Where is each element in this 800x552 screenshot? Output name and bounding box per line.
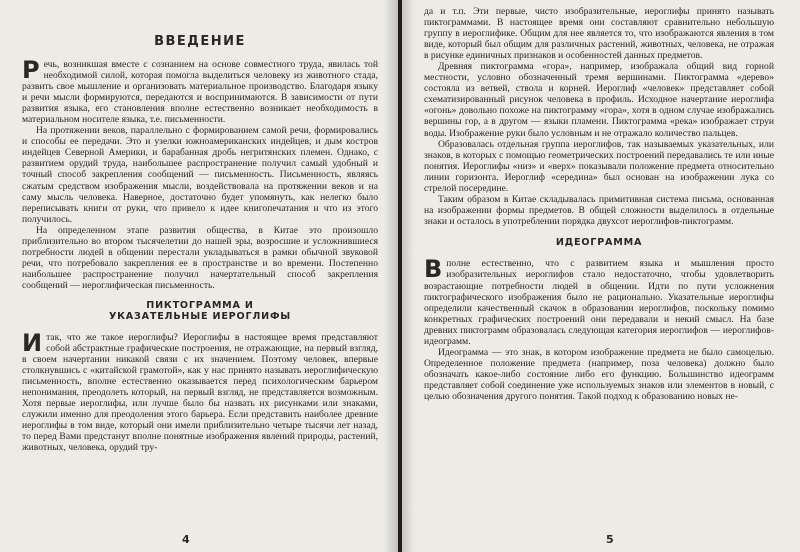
paragraph-text: так, что же такое иероглифы? Иероглифы в настоящее время представляют собой абстрактные графические построения, не отражающие, на первый взгляд, в своем начертании никакой связи с их значением. Поэтому человек, впервые столкнувшись с «китайской грамотой», как у нас принято называть иероглифическую письменность, вполне естественно оказывается перед психологическим барьером непонимания, преодолеть который, на первый взгляд, не представляется возможным. Хотя первые иероглифы, или лучше было бы назвать их рисунками или знаками, служили именно для преодоления этого барьера. Если представить наиболее древние иероглифы в том виде, который они имели приблизительно четыре тысячи лет назад, то перед Вами предстанут вполне понятные изображения явлений природы, растений, животных, человека, орудий тру-: [22, 331, 378, 454]
paragraph: [22, 56, 378, 126]
drop-cap: В: [424, 255, 443, 284]
paragraph: На протяжении веков, параллельно с формированием самой речи, формировались и способы ее передачи. Это и узелки южноамериканских индейцев, и дым костров индейцев Северной Америки, и барабанная дробь негритянских племен. Однако, с развитием орудий труда, наибольшее распространение получил самый удобный и точный способ закрепления сообщений — письменность. Письменность, являясь сжатым средством изображения мысли, воздействовала на протяжении веков и на саму мысль человека. Наверное, достаточно будет упомянуть, как нелегко было переписывать книги от руки, что привело к идее книгопечатания и что из этого получилось.: [22, 125, 378, 225]
section-heading-line: УКАЗАТЕЛЬНЫЕ ИЕРОГЛИФЫ: [108, 311, 292, 323]
section-heading-line: ПИКТОГРАММА И: [146, 299, 254, 311]
page-number: 5: [606, 533, 614, 546]
right-page: [402, 0, 800, 552]
paragraph-text: полне естественно, что с развитием языка и мышления просто изобразительных иероглифов стало недостаточно, чтобы удовлетворить возрастающие потребности людей в общении. Идти по пути усложнения пиктографического изображения было не рационально. Указательные иероглифы определили качественный скачок в образовании иероглифов, поскольку помимо конкретных графических построений они передавали и некий смысл. На базе древних пиктограмм образовалась следующая категория иероглифов — иероглифов-идеограмм.: [424, 258, 774, 347]
paragraph: Таким образом в Китае складывалась примитивная система письма, основанная на изображении формы предметов. В общей сложности выделилось в отдельные знаки и осталось в употреблении порядка двухсот иероглифов-пиктограмм.: [424, 193, 774, 227]
paragraph: [22, 328, 378, 454]
paragraph-text: ечь, возникшая вместе с сознанием на основе совместного труда, явилась той необходимой силой, которая помогла выделиться человеку из животного стада, развить свое мышление и организовать материальное производство. Благодаря языку и речи мысли формируются, передаются и воспринимаются. В зависимости от пути развития языка, его становления вполне естественно возникает необходимость в материальном носителе языка, т.е. письменности.: [22, 59, 378, 126]
drop-cap: Р: [22, 56, 40, 84]
section-heading: ИДЕОГРАММА: [555, 236, 643, 248]
paragraph: Древняя пиктограмма «гора», например, изображала общий вид горной местности, условно обозначенный тремя вершинами. Пиктограмма «дерево» состояла из ветвей, ствола и корней. Иероглиф «человек» представляет собой схематизированный рисунок человека в профиль. Исходное начертание иероглифа «огонь» довольно похоже на пиктограмму «гора», хотя в одном случае изображались вершины гор, а в другом — языки пламени. Пиктограмма «река» изображает струи воды. Изображение руки было условным и не отражало количество пальцев.: [424, 61, 774, 139]
drop-cap: И: [22, 328, 43, 357]
paragraph: На определенном этапе развития общества, в Китае это произошло приблизительно во втором тысячелетии до нашей эры, возросшие и усложнившиеся потребности людей в общении перестали укладываться в рамки обычной звуковой речи, что потребовало закрепления ее в пространстве и во времени. Постепенно наибольшее распространение получил начертательный способ закрепления сообщений — иероглифическая письменность.: [22, 224, 378, 291]
left-page: [0, 0, 398, 552]
page-heading: ВВЕДЕНИЕ: [154, 34, 246, 49]
paragraph: Образовалась отдельная группа иероглифов, так называемых указательных, или знаков, в которых с помощью геометрических построений передавались те или иные понятия. Иероглифы «низ» и «верх» показывали положение предмета относительно линии горизонта. Иероглиф «середина» был основан на изображении лука со стрелой посередине.: [424, 138, 774, 194]
paragraph: да и т.п. Эти первые, чисто изобразительные, иероглифы принято называть пиктограммами. В настоящее время они составляют сравнительно небольшую группу в иероглифике. Общим для нее является то, что изображаются явления в том виде, который был общим для различных растений, животных, человека, не отражая в рисунке единичных признаков и особенностей данных предметов.: [424, 6, 774, 62]
page-number: 4: [182, 533, 190, 546]
section-heading: [22, 300, 378, 323]
paragraph: Идеограмма — это знак, в котором изображение предмета не было самоцелью. Определенное положение предмета (например, поза человека) должно было обозначать какое-либо состояние либо его функцию. Большинство идеограмм представляет собой соединение уже используемых знаков или элементов в новый, с целью обозначения другого понятия. Такой подход к образованию новых не-: [424, 346, 774, 402]
paragraph: [424, 255, 774, 347]
